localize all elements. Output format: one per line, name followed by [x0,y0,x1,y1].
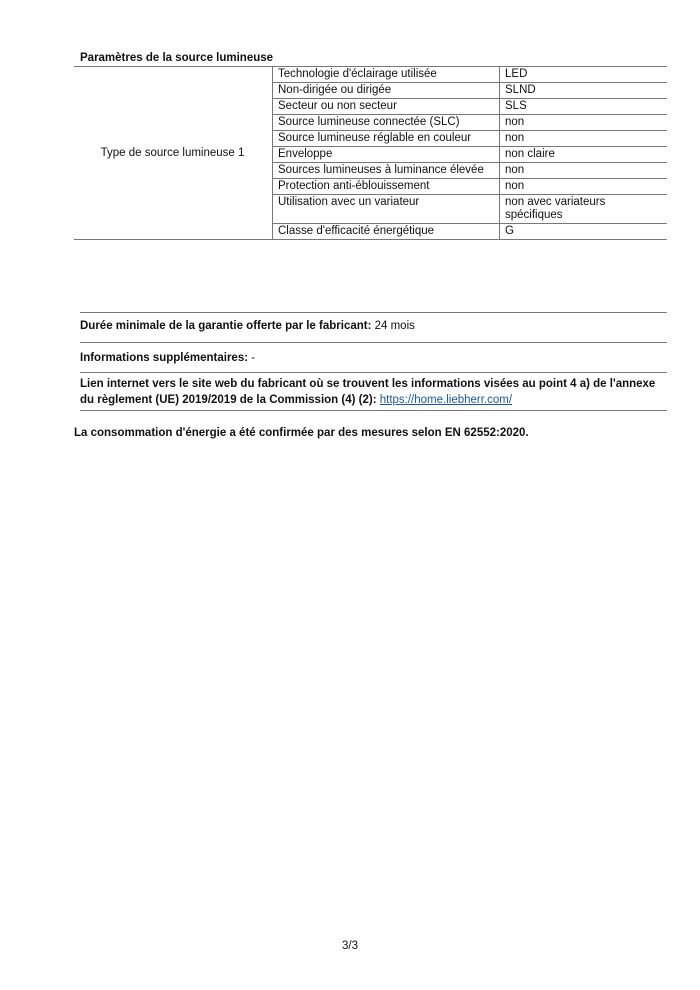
param-value: G [500,224,668,240]
param-label: Classe d'efficacité énergétique [273,224,500,240]
param-label: Source lumineuse connectée (SLC) [273,115,500,131]
divider [80,372,667,373]
param-label: Technologie d'éclairage utilisée [273,67,500,83]
light-source-table [74,66,667,240]
website-label: Lien internet vers le site web du fabricant où se trouvent les informations visées au point 4 a) de l'annexe du règlement (UE) 2019/2019 de la Commission (4) (2): [80,378,656,406]
page-number: 3/3 [342,940,358,952]
param-label: Secteur ou non secteur [273,99,500,115]
light-source-type-label: Type de source lumineuse 1 [74,67,273,240]
param-label: Enveloppe [273,147,500,163]
param-label: Utilisation avec un variateur [273,195,500,224]
divider [80,312,667,313]
param-value: non [500,179,668,195]
section-title: Paramètres de la source lumineuse [80,52,274,64]
website-row [80,376,667,408]
param-value: non [500,115,668,131]
param-label: Non-dirigée ou dirigée [273,83,500,99]
warranty-row [80,318,667,334]
param-value: LED [500,67,668,83]
additional-info-label: Informations supplémentaires: [80,352,249,364]
table-row [74,67,667,83]
param-value: SLS [500,99,668,115]
additional-info-row [80,350,667,366]
manufacturer-website-link[interactable]: https://home.liebherr.com/ [379,394,513,406]
param-label: Protection anti-éblouissement [273,179,500,195]
divider [80,410,667,411]
param-value: non claire [500,147,668,163]
param-value: non [500,163,668,179]
param-value: non [500,131,668,147]
param-label: Sources lumineuses à luminance élevée [273,163,500,179]
param-value: non avec variateurs spécifiques [500,195,668,224]
additional-info-value: - [248,352,256,364]
warranty-value: 24 mois [371,320,415,332]
param-value: SLND [500,83,668,99]
energy-statement: La consommation d'énergie a été confirmée par des mesures selon EN 62552:2020. [74,427,529,439]
warranty-label: Durée minimale de la garantie offerte par le fabricant: [80,320,372,332]
divider [80,342,667,343]
param-label: Source lumineuse réglable en couleur [273,131,500,147]
